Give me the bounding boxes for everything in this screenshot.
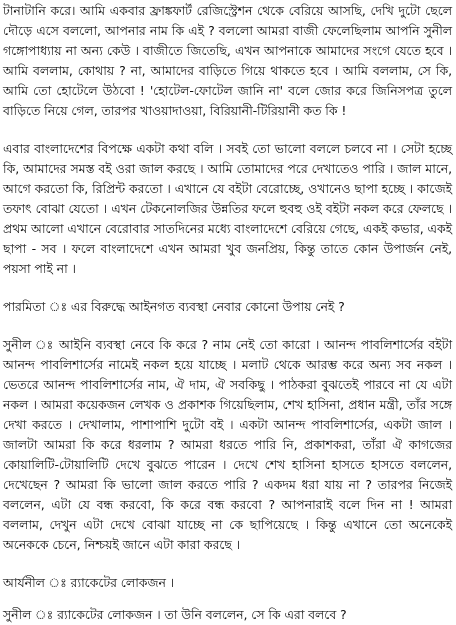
- answer-sunil: সুনীল ঃ আইনি ব্যবস্থা নেবে কি করে ? নাম নেই তো কারো । আনন্দ পাবলিশার্সের বইটা আনন্দ পাবলিশার্সের নামেই নকল হয়ে যাচ্ছে । মলাট থেকে আরম্ভ করে অন্য সব নকল । ভেতরে আনন্দ পাবলিশার্সের নাম, ঐ দাম, ঐ সবকিছু । পাঠকরা বুঝতেই পারবে না যে এটা নকল । আমরা কয়েকজন লেখক ও প্রকাশক গিয়েছিলাম, শেখ হাসিনা, প্রধান মন্ত্রী, তাঁর সঙ্গে দেখা করতে । দেখালাম, পাশাপাশি দুটো বই । একটা আনন্দ পাবলিশার্সের, একটা জাল । জালটা আমরা কি করে ধরলাম ? আমরা ধরতে পারি নি, প্রকাশকরা, তাঁরা ঐ কাগজের কোয়ালিটি-টোয়ালিটি দেখে বুঝতে পারেন । দেখে শেখ হাসিনা হাসতে হাসতে বললেন, দেখেছেন ? আমরা কি ভালো জাল করতে পারি ? একদম ধরা যায় না ? তারপর নিজেই বললেন, এটা যে বন্ধ করবো, কি করে বন্ধ করবো ? আপনারাই বলে দিন না ! আমরা বললাম, দেখুন এটা দেখে বোঝা যাচ্ছে না কে ছাপিয়েছে । কিন্তু এখানে তো অনেকেই অনেককে চেনে, নিশ্চয়ই জানে এটা কারা করছে ।: [3, 337, 456, 552]
- paragraph-spacer: [3, 593, 452, 605]
- paragraph-spacer: [3, 121, 452, 139]
- paragraph-anecdote: টানাটানি করে। আমি একবার ফ্রাঙ্কফার্ট রেজিস্ট্রেশন থেকে বেরিয়ে আসছি, দেখি দুটো ছেলে দৌড়ে এসে বললো, আপনার নাম কি এই ? বললো আমরা বাজী ফেলেছিলাম আপনি সুনীল গঙ্গোপাধ্যায় না অন্য কেউ । বাজীতে জিতেছি, এখন আপনাকে আমাদের সংগে যেতে হবে । আমি বললাম, কোথায় ? না, আমাদের বাড়িতে গিয়ে থাকতে হবে । আমি বললাম, সে কি, আমি তো হোটেলে উঠবো ! 'হোটেল-ফোটেল জানি না' বলে জোর করে জিনিসপত্র তুলে বাড়িতে নিয়ে গেল, তারপর খাওয়াদাওয়া, বিরিয়ানী-টিরিয়ানী কত কি !: [3, 3, 456, 118]
- remark-aryaneel: আর্যনীল ঃ র‍্যাকেটের লোকজন ।: [3, 575, 175, 590]
- paragraph-piracy: এবার বাংলাদেশের বিপক্ষে একটা কথা বলি । সবই তো ভালো বললে চলবে না । সেটা হচ্ছে কি, আমাদের সমস্ত বই ওরা জাল করছে । আমি তোমাদের পরে দেখাতেও পারি । জাল মানে, আগে করতো কি, রিপ্রিন্ট করতো । এখানে যে বইটা বেরোচ্ছে, ওখানেও ছাপা হচ্ছে । কাজেই তফাৎ বোঝা যেতো । এখন টেকনোলজির উন্নতির ফলে হুবহু ওই বইটা নকল করে ফেলছে । প্রথম আলো এখানে বেরোবার সাতদিনের মধ্যে বাংলাদেশে বেরিয়ে গেছে, একই কভার, একই ছাপা - সব । ফলে বাংলাদেশে এখন আমরা খুব জনপ্রিয়, কিন্তু তাতে কোন উপার্জন নেই, পয়সা পাই না ।: [3, 141, 456, 276]
- question-paromita: পারমিতা ঃ এর বিরুদ্ধে আইনগত ব্যবস্থা নেবার কোনো উপায় নেই ?: [3, 299, 345, 314]
- reply-sunil: সুনীল ঃ র‍্যাকেটের লোকজন । তা উনি বললেন, সে কি এরা বলবে ?: [3, 607, 347, 622]
- paragraph-spacer: [3, 317, 452, 335]
- paragraph-spacer: [3, 279, 452, 297]
- paragraph-spacer: [3, 555, 452, 573]
